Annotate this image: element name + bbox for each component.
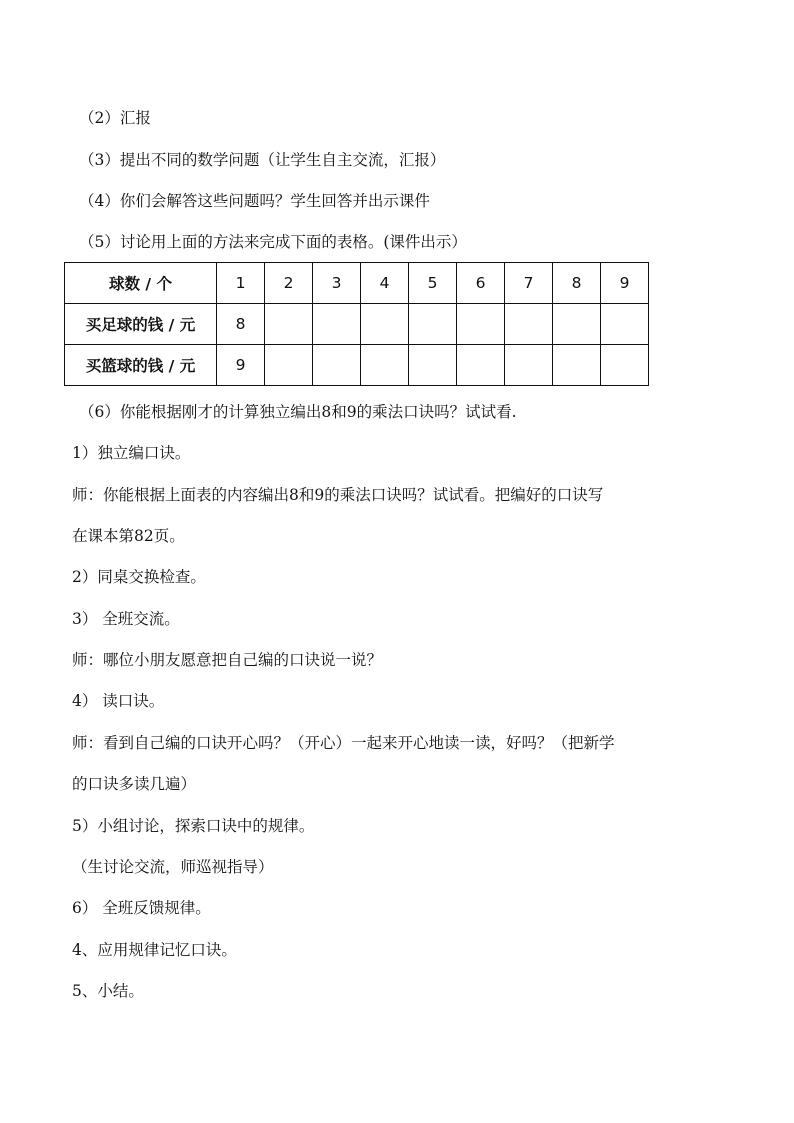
text-line-teacher-1a: 师：你能根据上面表的内容编出8和9的乘法口诀吗？试试看。把编好的口诀写: [72, 486, 604, 504]
table-cell: [361, 304, 409, 345]
price-table: [64, 262, 649, 386]
table-cell: [409, 345, 457, 386]
table-cell: [361, 345, 409, 386]
text-line-step-1: 1）独立编口诀。: [72, 444, 191, 462]
table-cell: 8: [217, 304, 265, 345]
text-line-step-4: 4） 读口诀。: [72, 692, 165, 710]
table-header-cell: 8: [553, 263, 601, 304]
table-cell: [265, 345, 313, 386]
table-header-cell: 9: [601, 263, 649, 304]
table-header-cell: 4: [361, 263, 409, 304]
table-header-cell: 1: [217, 263, 265, 304]
text-line-teacher-1b: 在课本第82页。: [72, 527, 185, 545]
table-cell: 9: [217, 345, 265, 386]
table-cell: [601, 304, 649, 345]
table-cell: [313, 304, 361, 345]
table-header-cell: 2: [265, 263, 313, 304]
table-cell: [313, 345, 361, 386]
table-row: [65, 345, 649, 386]
text-line-section-4: 4、应用规律记忆口诀。: [72, 941, 237, 959]
table-cell: [601, 345, 649, 386]
table-row-label: 买足球的钱 / 元: [65, 304, 217, 345]
table-row: [65, 304, 649, 345]
table-header-cell: 6: [457, 263, 505, 304]
text-line-teacher-3a: 师：看到自己编的口诀开心吗？（开心）一起来开心地读一读，好吗？（把新学: [72, 734, 615, 752]
table-cell: [553, 304, 601, 345]
text-line-teacher-3b: 的口诀多读几遍）: [72, 775, 197, 793]
table-cell: [505, 345, 553, 386]
table-row-label: 买篮球的钱 / 元: [65, 345, 217, 386]
text-line-section-5: 5、小结。: [72, 982, 144, 1000]
text-line-step-5: 5）小组讨论，探索口诀中的规律。: [72, 817, 315, 835]
table-cell: [457, 304, 505, 345]
table-header-row: [65, 263, 649, 304]
table-cell: [265, 304, 313, 345]
table-cell: [505, 304, 553, 345]
text-line-report: （2）汇报: [79, 109, 151, 127]
table-cell: [457, 345, 505, 386]
text-line-note: （生讨论交流，师巡视指导）: [72, 858, 274, 876]
text-line-step-6: 6） 全班反馈规律。: [72, 899, 211, 917]
text-line-step-2: 2）同桌交换检查。: [72, 568, 206, 586]
table-header-cell: 3: [313, 263, 361, 304]
table-header-cell: 7: [505, 263, 553, 304]
text-line-step-3: 3） 全班交流。: [72, 610, 180, 628]
text-line-teacher-2: 师：哪位小朋友愿意把自己编的口诀说一说？: [72, 651, 383, 669]
table-header-cell: 5: [409, 263, 457, 304]
text-line-questions: （3）提出不同的数学问题（让学生自主交流，汇报）: [79, 151, 446, 169]
text-line-discuss: （5）讨论用上面的方法来完成下面的表格。(课件出示）: [79, 233, 467, 251]
text-line-task: （6）你能根据刚才的计算独立编出8和9的乘法口诀吗？试试看.: [79, 403, 517, 421]
table-cell: [553, 345, 601, 386]
table-cell: [409, 304, 457, 345]
table-header-cell: 球数 / 个: [65, 263, 217, 304]
text-line-answer: （4）你们会解答这些问题吗？学生回答并出示课件: [79, 192, 430, 210]
